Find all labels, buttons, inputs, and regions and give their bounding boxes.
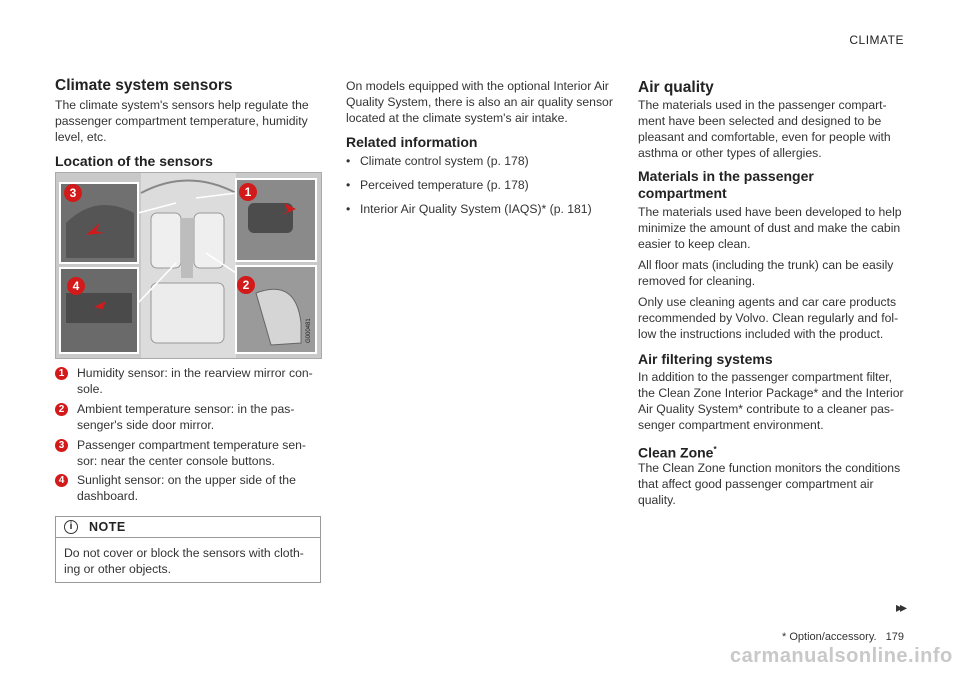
clean-zone-heading-sup: * — [713, 445, 717, 454]
location-heading: Location of the sensors — [55, 153, 213, 169]
legend-item-1 — [55, 365, 323, 397]
marker-1 — [239, 183, 257, 201]
continue-arrows: ▸▸ — [895, 599, 904, 615]
note-box — [55, 516, 321, 583]
figure-code: G000481 — [306, 318, 312, 343]
related-heading: Related information — [346, 134, 478, 150]
sensor-location-illustration — [56, 173, 321, 358]
materials-paragraph-2: All floor mats (including the trunk) can be easily removed for cleaning. — [638, 258, 894, 288]
legend-text-3: Passenger compartment temperature sen-sor: near the center console buttons. — [77, 438, 306, 468]
related-link-2[interactable]: • Perceived temperature (p. 178) — [346, 177, 616, 193]
legend-marker-4: 4 — [55, 474, 68, 487]
air-quality-title: Air quality — [638, 79, 714, 96]
marker-3 — [64, 184, 82, 202]
materials-heading: Materials in the passenger compartment — [638, 168, 814, 201]
filter-heading: Air filtering systems — [638, 351, 773, 367]
clean-zone-heading — [638, 441, 717, 462]
legend-text-4: Sunlight sensor: on the upper side of the dashboard. — [77, 473, 296, 503]
related-list — [346, 153, 616, 225]
sensors-intro: The climate system's sensors help regulate the passenger compartment temperature, humidity level, etc. — [55, 98, 309, 144]
legend-item-4 — [55, 472, 323, 504]
footer — [782, 631, 904, 643]
legend-marker-3: 3 — [55, 439, 68, 452]
svg-text:2: 2 — [242, 278, 250, 292]
marker-2 — [237, 276, 255, 294]
note-text: Do not cover or block the sensors with cloth-ing or other objects. — [64, 546, 304, 576]
section-title: Climate system sensors — [55, 77, 233, 94]
clean-zone-heading-text: Clean Zone — [638, 444, 714, 461]
materials-paragraph-1: The materials used have been developed to help minimize the amount of dust and make the cabin easier to keep clean. — [638, 205, 902, 251]
watermark: carmanualsonline.info — [730, 645, 953, 667]
legend-marker-1: 1 — [55, 367, 68, 380]
svg-text:1: 1 — [244, 185, 252, 199]
legend-text-1: Humidity sensor: in the rearview mirror con-sole. — [77, 366, 313, 396]
materials-paragraph-3: Only use cleaning agents and car care products recommended by Volvo. Clean regularly and fol-low the instructions included with the product. — [638, 295, 899, 341]
page-number: 179 — [885, 631, 904, 643]
chapter-header: CLIMATE — [849, 33, 904, 47]
legend-marker-2: 2 — [55, 403, 68, 416]
legend-item-2 — [55, 401, 323, 433]
marker-4 — [67, 277, 85, 295]
note-title: NOTE — [89, 520, 126, 534]
option-note: * Option/accessory. — [782, 631, 877, 643]
legend-item-3 — [55, 437, 323, 469]
legend-text-2: Ambient temperature sensor: in the pas-senger's side door mirror. — [77, 402, 295, 432]
svg-text:4: 4 — [72, 279, 80, 293]
info-icon: i — [64, 520, 78, 534]
iaqs-intro: On models equipped with the optional Interior Air Quality System, there is also an air quality sensor located at the climate system's air intake. — [346, 79, 613, 125]
related-link-3[interactable]: • Interior Air Quality System (IAQS)* (p. 181) — [346, 201, 616, 217]
sensor-location-figure — [55, 172, 322, 359]
related-link-1[interactable]: • Climate control system (p. 178) — [346, 153, 616, 169]
svg-text:3: 3 — [69, 186, 77, 200]
air-quality-intro: The materials used in the passenger compart-ment have been selected and designed to be pleasant and comfortable, even for people with asthma or other types of allergies. — [638, 98, 891, 160]
note-header — [56, 517, 320, 538]
clean-zone-paragraph: The Clean Zone function monitors the conditions that affect good passenger compartment air quality. — [638, 461, 901, 507]
filter-paragraph: In addition to the passenger compartment filter, the Clean Zone Interior Package* and the Interior Air Quality System* contribute to a cleaner pas-senger compartment environment. — [638, 370, 904, 432]
